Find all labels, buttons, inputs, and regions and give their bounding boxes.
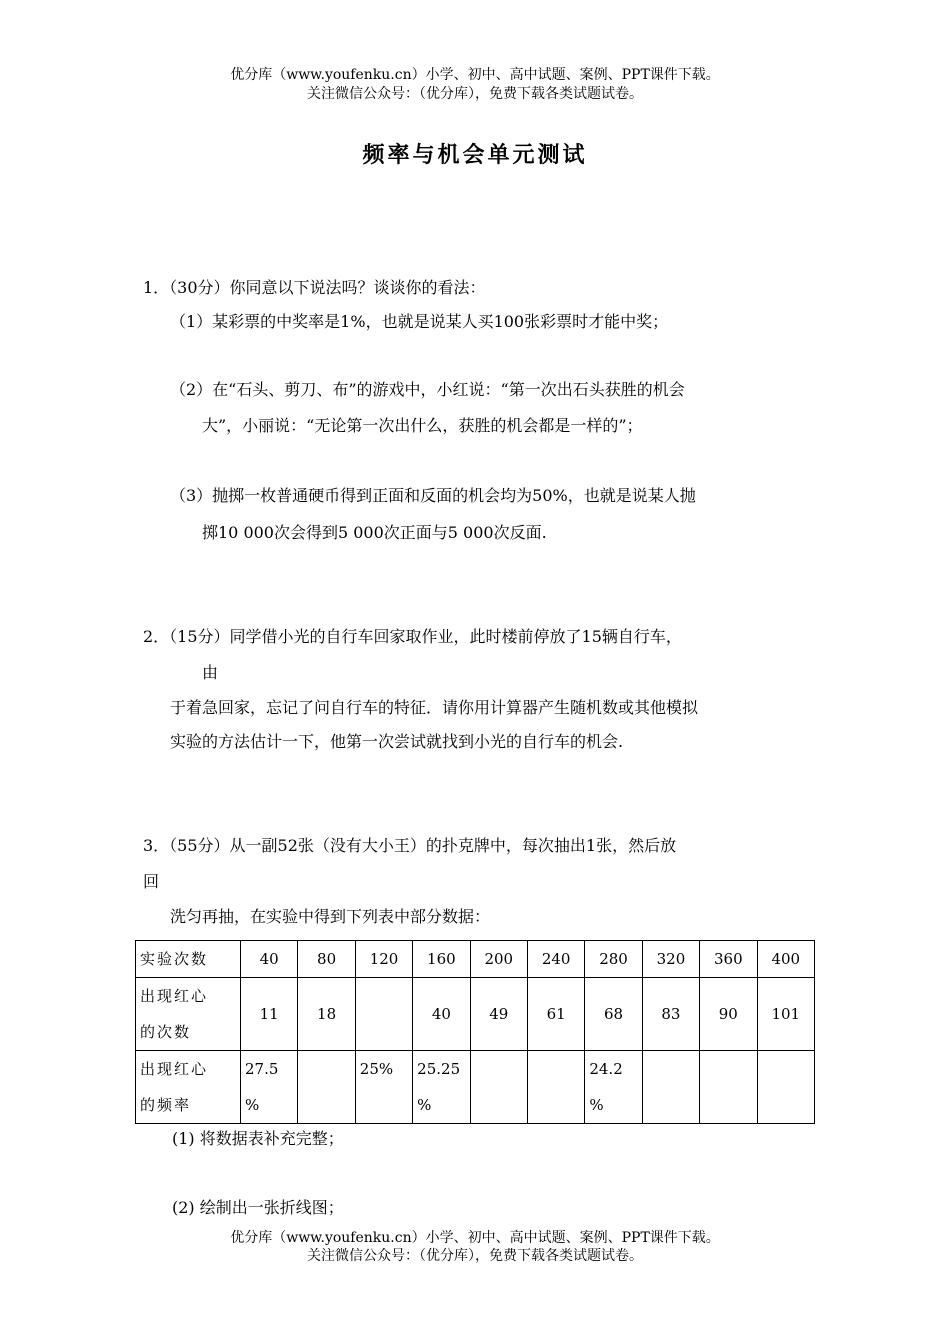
table-cell — [757, 1051, 814, 1124]
table-cell: 40 — [413, 978, 470, 1051]
header-line-1: 优分库（www.youfenku.cn）小学、初中、高中试题、案例、PPT课件下载。 — [230, 67, 720, 83]
table-cell: 11 — [241, 978, 298, 1051]
row-label-trials: 实验次数 — [136, 941, 241, 978]
table-cell: 24.2 % — [585, 1051, 642, 1124]
table-row — [136, 978, 815, 1051]
table-cell: 160 — [413, 941, 470, 978]
q3-sub2: (2) 绘制出一张折线图； — [172, 1198, 344, 1217]
footer-line-2: 关注微信公众号：（优分库），免费下载各类试题试卷。 — [307, 1248, 643, 1264]
table-cell: 101 — [757, 978, 814, 1051]
table-row — [136, 1051, 815, 1124]
row-label-hearts: 出现红心 的次数 — [136, 978, 241, 1051]
table-cell: 83 — [642, 978, 699, 1051]
table-cell: 80 — [298, 941, 355, 978]
table-cell — [642, 1051, 699, 1124]
table-cell: 200 — [470, 941, 527, 978]
q1-part3-line2: 掷10 000次会得到5 000次正面与5 000次反面. — [202, 523, 547, 542]
table-cell: 25.25 % — [413, 1051, 470, 1124]
q1-part2-line2: 大”，小丽说：“无论第一次出什么，获胜的机会都是一样的”； — [202, 416, 643, 435]
table-cell: 400 — [757, 941, 814, 978]
table-cell: 49 — [470, 978, 527, 1051]
q2-line2: 由 — [202, 663, 219, 682]
table-cell: 61 — [527, 978, 584, 1051]
table-cell: 18 — [298, 978, 355, 1051]
row-label-frequency: 出现红心 的频率 — [136, 1051, 241, 1124]
table-cell: 68 — [585, 978, 642, 1051]
table-cell — [298, 1051, 355, 1124]
page-title: 频率与机会单元测试 — [362, 142, 588, 168]
q3-line2: 回 — [143, 872, 160, 891]
table-cell: 240 — [527, 941, 584, 978]
table-cell — [470, 1051, 527, 1124]
q1-part3-line1: （3）抛掷一枚普通硬币得到正面和反面的机会均为50%，也就是说某人抛 — [170, 486, 696, 505]
table-row — [136, 941, 815, 978]
table-cell: 25% — [355, 1051, 412, 1124]
q2-line4: 实验的方法估计一下，他第一次尝试就找到小光的自行车的机会. — [170, 732, 624, 751]
table-cell: 280 — [585, 941, 642, 978]
q2-line3: 于着急回家，忘记了问自行车的特征．请你用计算器产生随机数或其他模拟 — [170, 698, 699, 717]
table-cell: 320 — [642, 941, 699, 978]
table-cell: 120 — [355, 941, 412, 978]
table-cell — [700, 1051, 757, 1124]
table-cell: 90 — [700, 978, 757, 1051]
q3-sub1: (1) 将数据表补充完整； — [172, 1129, 344, 1148]
header-line-2: 关注微信公众号：（优分库），免费下载各类试题试卷。 — [307, 86, 643, 102]
data-table — [135, 940, 815, 1124]
table-cell: 40 — [241, 941, 298, 978]
table-cell — [527, 1051, 584, 1124]
table-cell — [355, 978, 412, 1051]
q3-line3: 洗匀再抽，在实验中得到下列表中部分数据： — [170, 907, 491, 926]
q3-line1: 3．（55分）从一副52张（没有大小王）的扑克牌中，每次抽出1张，然后放 — [143, 836, 677, 855]
q1-part2-line1: （2）在“石头、剪刀、布”的游戏中，小红说：“第一次出石头获胜的机会 — [170, 380, 685, 399]
q2-line1: 2．（15分）同学借小光的自行车回家取作业，此时楼前停放了15辆自行车， — [143, 627, 682, 646]
q1-stem: 1．（30分）你同意以下说法吗？谈谈你的看法： — [143, 278, 486, 297]
q1-part1: （1）某彩票的中奖率是1%，也就是说某人买100张彩票时才能中奖； — [170, 312, 669, 331]
table-cell: 360 — [700, 941, 757, 978]
table-cell: 27.5 % — [241, 1051, 298, 1124]
footer-line-1: 优分库（www.youfenku.cn）小学、初中、高中试题、案例、PPT课件下载。 — [230, 1230, 720, 1246]
